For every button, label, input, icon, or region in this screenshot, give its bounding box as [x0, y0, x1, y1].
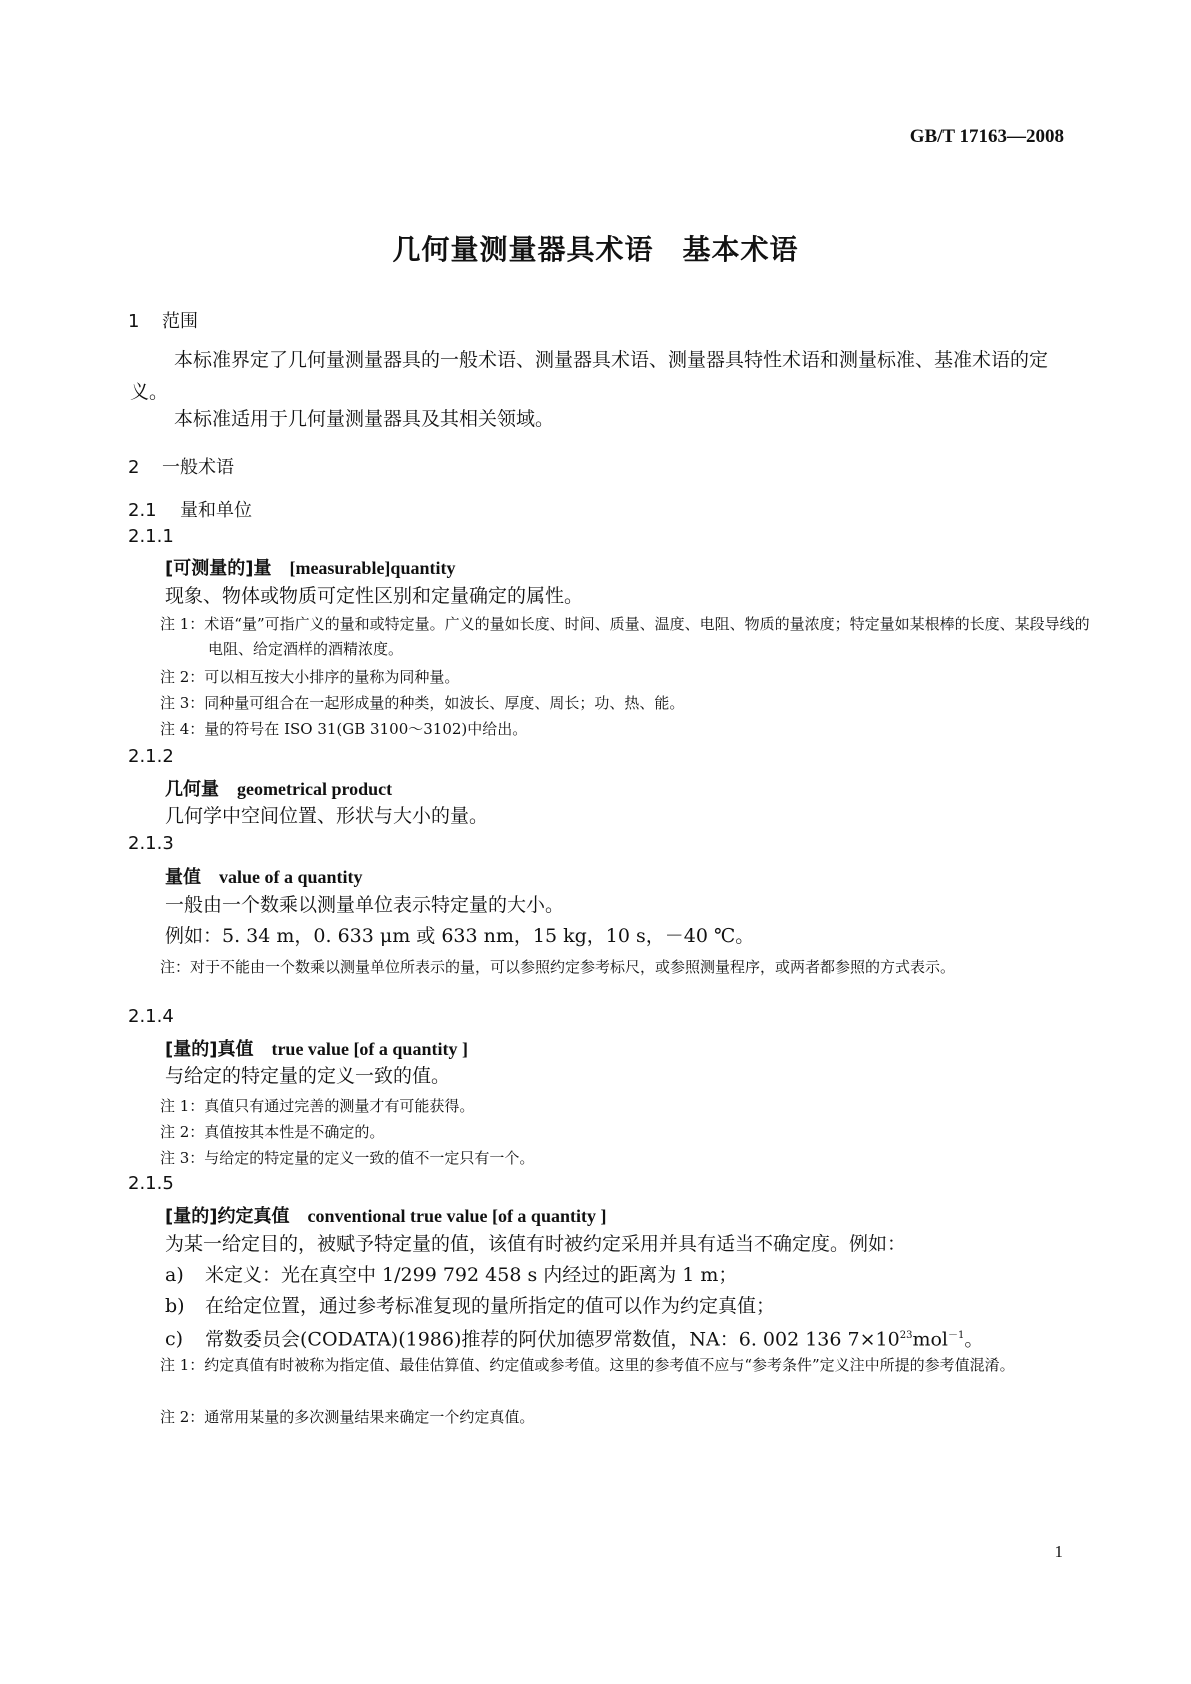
- term-heading: [量的]真值 true value [of a quantity ]: [165, 1039, 468, 1060]
- standard-number: GB/T 17163—2008: [909, 126, 1064, 147]
- section-heading-2-1: 2.1 量和单位: [128, 500, 252, 521]
- note: 注 3：与给定的特定量的定义一致的值不一定只有一个。: [160, 1149, 535, 1167]
- term-definition: 一般由一个数乘以测量单位表示特定量的大小。: [165, 894, 565, 916]
- list-item: b) 在给定位置，通过参考标准复现的量所指定的值可以作为约定真值；: [165, 1295, 776, 1317]
- page-title: 几何量测量器具术语 基本术语: [392, 233, 799, 266]
- term-definition: 为某一给定目的，被赋予特定量的值，该值有时被约定采用并具有适当不确定度。例如：: [165, 1233, 907, 1255]
- note: 注 1：术语“量”可指广义的量和或特定量。广义的量如长度、时间、质量、温度、电阻、物质的量浓度；特定量如某根棒的长度、某段导线的电阻、给定酒样的酒精浓度。: [160, 615, 1090, 658]
- section-heading-2: 2 一般术语: [128, 457, 234, 478]
- note: 注：对于不能由一个数乘以测量单位所表示的量，可以参照约定参考标尺，或参照测量程序，或两者都参照的方式表示。: [160, 958, 956, 976]
- term-number: 2.1.5: [128, 1173, 174, 1194]
- term-heading: [量的]约定真值 conventional true value [of a quantity ]: [165, 1206, 607, 1227]
- note: 注 4：量的符号在 ISO 31(GB 3100～3102)中给出。: [160, 720, 528, 738]
- term-number: 2.1.1: [128, 526, 174, 547]
- section-heading-1: 1 范围: [128, 311, 198, 332]
- term-heading: 几何量 geometrical product: [165, 779, 393, 800]
- term-number: 2.1.4: [128, 1006, 174, 1027]
- term-example: 例如：5. 34 m，0. 633 μm 或 633 nm，15 kg，10 s，－40 ℃。: [165, 925, 755, 947]
- term-number: 2.1.2: [128, 746, 174, 767]
- list-item: a) 米定义：光在真空中 1/299 792 458 s 内经过的距离为 1 m；: [165, 1264, 738, 1286]
- note: 注 3：同种量可组合在一起形成量的种类，如波长、厚度、周长；功、热、能。: [160, 694, 685, 712]
- term-definition: 几何学中空间位置、形状与大小的量。: [165, 805, 489, 827]
- term-number: 2.1.3: [128, 833, 174, 854]
- note: 注 2：真值按其本性是不确定的。: [160, 1123, 385, 1141]
- list-item: c) 常数委员会(CODATA)(1986)推荐的阿伏加德罗常数值，NA：6. 002 136 $7\times 10^{23}mol^{-1}$。: [165, 1328, 984, 1351]
- page-number: 1: [1054, 1542, 1063, 1561]
- scope-paragraph-2: 本标准适用于几何量测量器具及其相关领域。: [174, 408, 555, 430]
- note: 注 2：通常用某量的多次测量结果来确定一个约定真值。: [160, 1408, 535, 1426]
- term-definition: 与给定的特定量的定义一致的值。: [165, 1065, 451, 1087]
- note: 注 1：真值只有通过完善的测量才有可能获得。: [160, 1097, 475, 1115]
- term-definition: 现象、物体或物质可定性区别和定量确定的属性。: [165, 585, 584, 607]
- term-heading: [可测量的]量 [measurable]quantity: [165, 558, 456, 579]
- note: 注 2：可以相互按大小排序的量称为同种量。: [160, 668, 460, 686]
- scope-paragraph-1: 本标准界定了几何量测量器具的一般术语、测量器具术语、测量器具特性术语和测量标准、基准术语的定义。: [130, 349, 1049, 403]
- note: 注 1：约定真值有时被称为指定值、最佳估算值、约定值或参考值。这里的参考值不应与“参考条件”定义注中所提的参考值混淆。: [160, 1356, 1015, 1374]
- term-heading: 量值 value of a quantity: [165, 867, 363, 888]
